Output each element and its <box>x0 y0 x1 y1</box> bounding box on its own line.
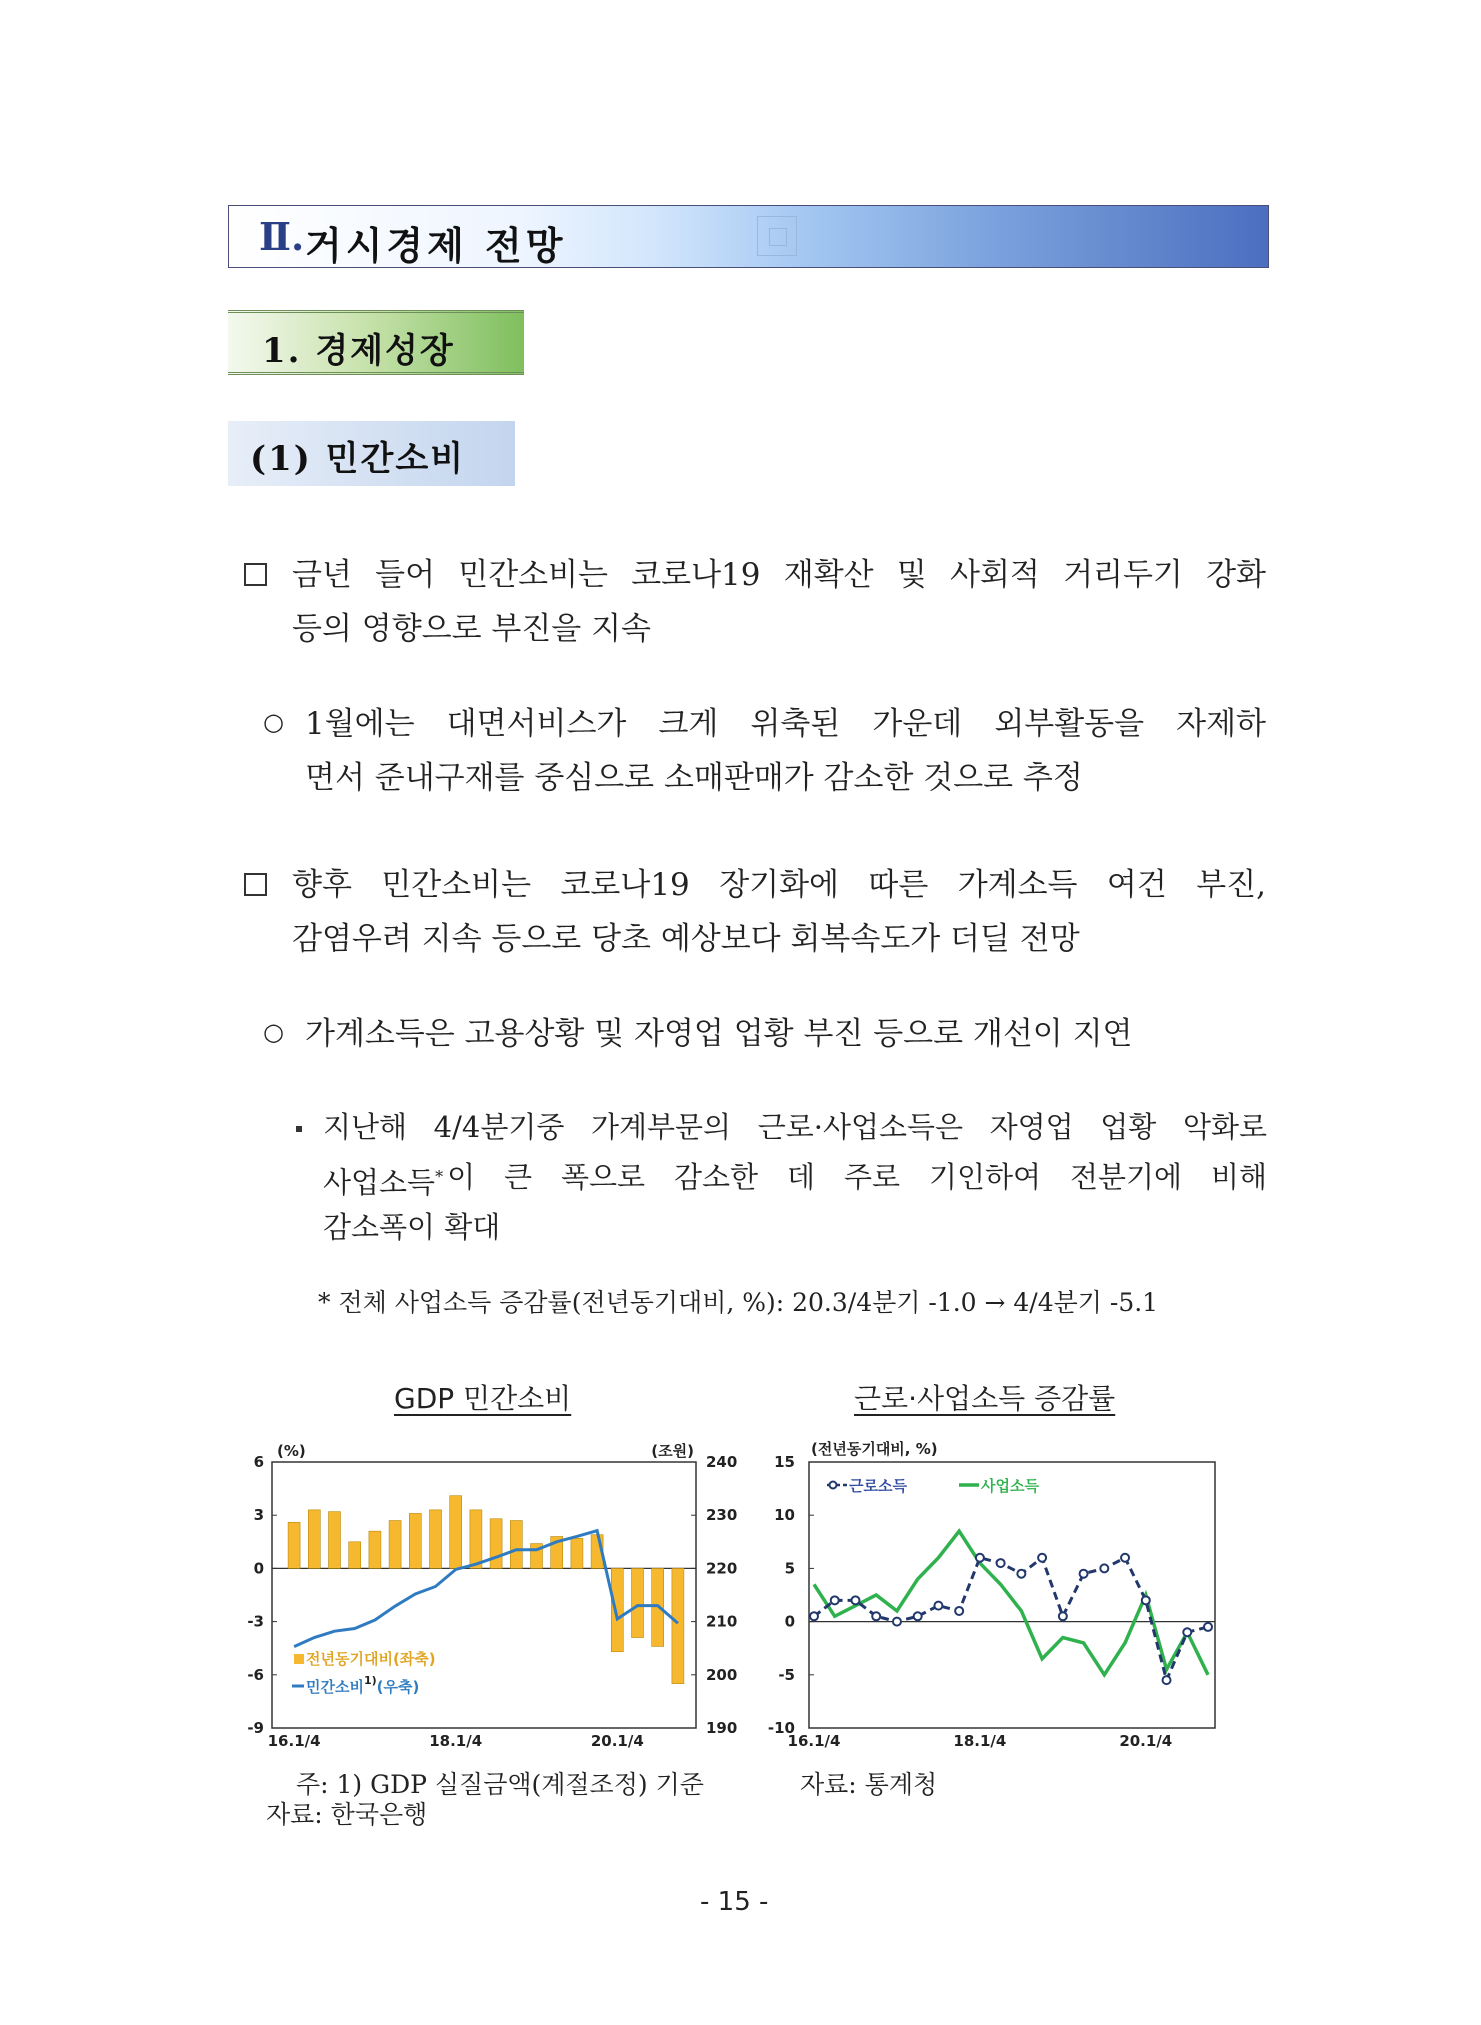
bar-mark <box>611 1568 623 1651</box>
bullet-2a-line-1: 가계소득은 고용상황 및 자영업 업황 부진 등으로 개선이 지연 <box>305 1016 1133 1052</box>
plot-frame <box>809 1462 1215 1728</box>
legend-wage-marker <box>830 1482 837 1489</box>
checkbox-square-icon <box>244 873 267 896</box>
x-axis-tick-label: 18.1/4 <box>429 1732 483 1750</box>
wage-income-point <box>934 1602 942 1610</box>
right-axis-tick-label: 220 <box>706 1559 738 1578</box>
wage-income-point <box>997 1559 1005 1567</box>
bullet-1-line-2: 등의 영향으로 부진을 지속 <box>292 611 651 647</box>
x-axis-tick-label: 18.1/4 <box>953 1732 1007 1750</box>
y-axis-tick-label: -10 <box>767 1719 795 1737</box>
wage-income-point <box>1142 1596 1150 1604</box>
wage-income-point <box>1100 1564 1108 1572</box>
left-axis-unit: (%) <box>277 1442 306 1460</box>
circle-bullet-icon: ○ <box>263 1018 284 1046</box>
bar-mark <box>329 1512 341 1569</box>
bar-mark <box>288 1522 300 1568</box>
wage-income-point <box>914 1612 922 1620</box>
income-growth-chart <box>765 1428 1235 1753</box>
wage-income-point <box>893 1618 901 1626</box>
wage-income-point <box>1163 1676 1171 1684</box>
bullet-2b-line-2-rest: 이 큰 폭으로 감소한 데 주로 기인하여 전분기에 비해 <box>447 1160 1267 1194</box>
wage-income-point <box>872 1612 880 1620</box>
wage-income-point <box>976 1554 984 1562</box>
bullet-2b-line-1: 지난해 4/4분기중 가계부문의 근로·사업소득은 자영업 업황 악화로 <box>323 1110 1267 1144</box>
subsubsection-banner <box>228 421 515 486</box>
bar-mark <box>510 1521 522 1569</box>
chart-2-title: 근로·사업소득 증감률 <box>854 1382 1116 1415</box>
bullet-2-line-2: 감염우려 지속 등으로 당초 예상보다 회복속도가 더딜 전망 <box>292 921 1080 957</box>
legend-line-label: 민간소비$^{1)}$(우축) <box>306 1674 420 1696</box>
bullet-2-line-1: 향후 민간소비는 코로나19 장기화에 따른 가계소득 여건 부진, <box>292 867 1266 903</box>
bullet-1-line-1: 금년 들어 민간소비는 코로나19 재확산 및 사회적 거리두기 강화 <box>292 557 1266 593</box>
bar-mark <box>308 1510 320 1569</box>
right-axis-tick-label: 200 <box>706 1665 738 1684</box>
y-axis-tick-label: 5 <box>784 1559 795 1578</box>
circle-bullet-icon: ○ <box>263 708 284 736</box>
bar-mark <box>450 1496 462 1569</box>
bar-mark <box>409 1513 421 1568</box>
wage-income-point <box>831 1596 839 1604</box>
x-axis-tick-label: 20.1/4 <box>590 1732 644 1750</box>
right-axis-tick-label: 210 <box>706 1612 738 1631</box>
left-axis-tick-label: 6 <box>253 1453 264 1471</box>
legend-wage-label: 근로소득 <box>849 1477 907 1495</box>
bar-mark <box>470 1510 482 1569</box>
checkbox-square-icon <box>244 563 267 586</box>
left-axis-tick-label: -9 <box>247 1719 264 1737</box>
right-axis-unit: (조원) <box>651 1442 694 1460</box>
gdp-consumption-chart <box>247 1428 738 1753</box>
legend-bar-label: 전년동기대비(좌축) <box>306 1650 436 1668</box>
legend-line-footnote-mark: 1) <box>363 1674 377 1687</box>
bullet-2b-line-2-start: 사업소득* <box>323 1165 444 1200</box>
y-axis-tick-label: 15 <box>774 1453 795 1471</box>
small-square-bullet-icon <box>296 1126 302 1132</box>
section-title: 거시경제 전망 <box>305 224 567 268</box>
bar-mark <box>571 1538 583 1568</box>
right-axis-tick-label: 230 <box>706 1506 738 1525</box>
wage-income-point <box>1080 1570 1088 1578</box>
y-axis-tick-label: -5 <box>778 1665 795 1684</box>
left-axis-tick-label: -6 <box>247 1665 264 1684</box>
bullet-1a-line-2: 면서 준내구재를 중심으로 소매판매가 감소한 것으로 추정 <box>305 760 1083 796</box>
subsubsection-title: (1) 민간소비 <box>250 439 466 479</box>
wage-income-point <box>1121 1554 1129 1562</box>
footnote: * 전체 사업소득 증감률(전년동기대비, %): 20.3/4분기 -1.0 → 4/4분기 -5.1 <box>318 1288 1159 1317</box>
x-axis-tick-label: 20.1/4 <box>1119 1732 1173 1750</box>
wage-income-point <box>1183 1628 1191 1636</box>
bar-mark <box>632 1568 644 1637</box>
chart-1-note: 주: 1) GDP 실질금액(계절조정) 기준 <box>296 1770 704 1799</box>
x-axis-tick-label: 16.1/4 <box>787 1732 841 1750</box>
bar-mark <box>430 1510 442 1569</box>
bullet-2b-line-3: 감소폭이 확대 <box>323 1210 501 1244</box>
y-axis-unit: (전년동기대비, %) <box>811 1440 938 1458</box>
bar-mark <box>349 1542 361 1569</box>
legend-bar-swatch <box>294 1654 304 1664</box>
chart-2-source: 자료: 통계청 <box>800 1770 938 1799</box>
wage-income-point <box>1059 1612 1067 1620</box>
bullet-2b-line-2 <box>323 1152 1267 1208</box>
y-axis-tick-label: 0 <box>784 1612 795 1631</box>
subsection-title: 1. 경제성장 <box>262 331 455 371</box>
left-axis-tick-label: -3 <box>247 1612 264 1631</box>
bullet-1a-line-1: 1월에는 대면서비스가 크게 위축된 가운데 외부활동을 자제하 <box>305 706 1266 742</box>
bar-mark <box>389 1521 401 1569</box>
page-number: - 15 - <box>700 1887 769 1917</box>
right-axis-tick-label: 240 <box>706 1453 738 1471</box>
bar-mark <box>490 1519 502 1569</box>
subsection-banner <box>228 310 524 375</box>
right-axis-tick-label: 190 <box>706 1719 738 1737</box>
left-axis-tick-label: 0 <box>253 1559 264 1578</box>
section-banner <box>228 205 1269 268</box>
legend-business-label: 사업소득 <box>981 1477 1039 1495</box>
x-axis-tick-label: 16.1/4 <box>267 1732 321 1750</box>
decorative-square-icon <box>757 216 797 256</box>
wage-income-point <box>1038 1554 1046 1562</box>
wage-income-point <box>851 1596 859 1604</box>
chart-1-source: 자료: 한국은행 <box>266 1800 428 1829</box>
chart-1-title: GDP 민간소비 <box>394 1382 572 1415</box>
bar-mark <box>672 1568 684 1683</box>
wage-income-point <box>810 1612 818 1620</box>
section-numeral: Ⅱ. <box>259 214 305 259</box>
y-axis-tick-label: 10 <box>774 1506 795 1525</box>
bar-mark <box>369 1531 381 1568</box>
wage-income-point <box>1204 1623 1212 1631</box>
wage-income-point <box>1017 1570 1025 1578</box>
wage-income-point <box>955 1607 963 1615</box>
left-axis-tick-label: 3 <box>253 1506 264 1525</box>
legend-line-axis-note: (우축) <box>376 1678 420 1696</box>
